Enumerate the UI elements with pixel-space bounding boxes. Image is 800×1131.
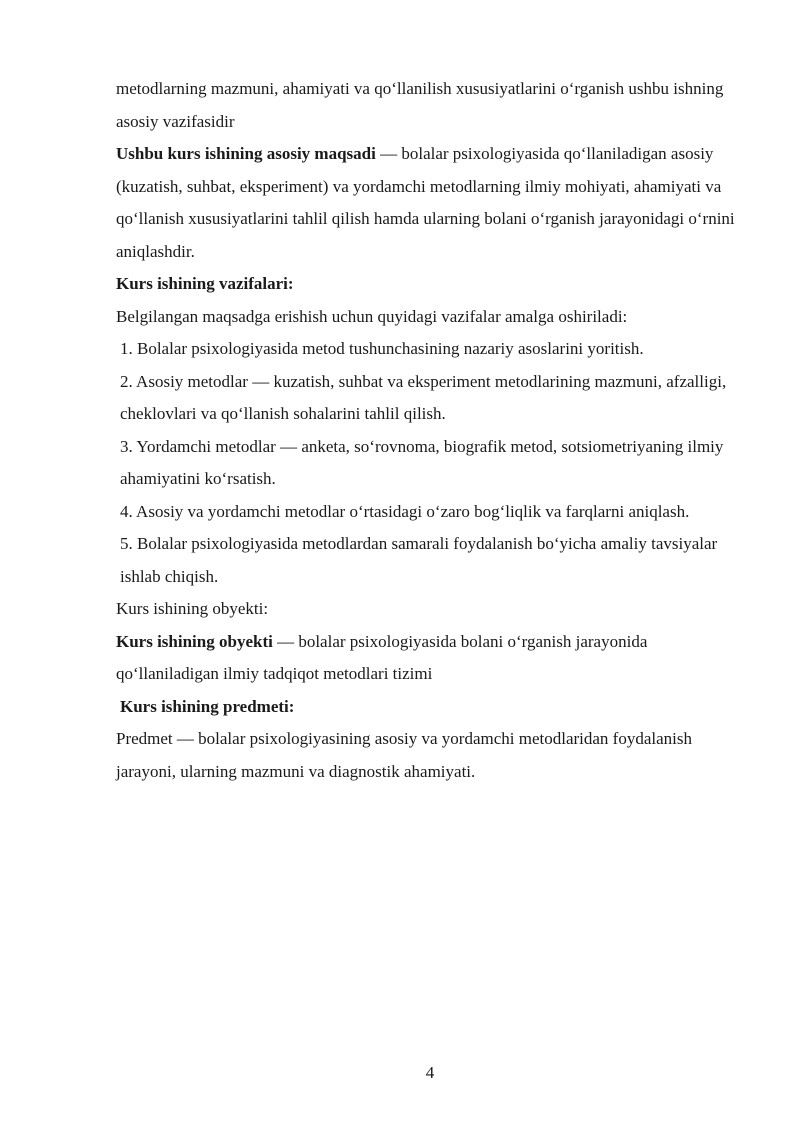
paragraph-intro-end: metodlarning mazmuni, ahamiyati va qo‘llanilish xususiyatlarini o‘rganish ushbu ishning asosiy vazifasidir <box>116 79 724 131</box>
paragraph-object <box>116 626 741 691</box>
document-body <box>116 73 741 788</box>
paragraph-subject: Predmet — bolalar psixologiyasining asosiy va yordamchi metodlaridan foydalanish jarayoni, ularning mazmuni va diagnostik ahamiyati. <box>116 729 692 781</box>
tasks-intro: Belgilangan maqsadga erishish uchun quyidagi vazifalar amalga oshiriladi: <box>116 306 628 326</box>
object-text: — bolalar psixologiyasida bolani o‘rganish jarayonida qo‘llaniladigan ilmiy tadqiqot metodlari tizimi <box>116 631 648 683</box>
task-item-4: 4. Asosiy va yordamchi metodlar o‘rtasidagi o‘zaro bog‘liqlik va farqlarni aniqlash. <box>120 501 690 521</box>
goal-label: Ushbu kurs ishining asosiy maqsadi <box>116 144 376 163</box>
task-item-3: 3. Yordamchi metodlar — anketa, so‘rovnoma, biografik metod, sotsiometriyaning ilmiy ahamiyatini ko‘rsatish. <box>120 436 724 488</box>
subject-heading: Kurs ishining predmeti: <box>120 696 295 716</box>
tasks-heading: Kurs ishining vazifalari: <box>116 274 294 293</box>
task-item-5: 5. Bolalar psixologiyasida metodlardan samarali foydalanish bo‘yicha amaliy tavsiyalar ishlab chiqish. <box>120 534 718 586</box>
object-heading: Kurs ishining obyekti: <box>116 599 269 618</box>
task-item-2: 2. Asosiy metodlar — kuzatish, suhbat va eksperiment metodlarining mazmuni, afzalligi, cheklovlari va qo‘llanish sohalarini tahlil qilish. <box>120 371 727 423</box>
object-label: Kurs ishining obyekti <box>116 631 273 651</box>
paragraph-goal <box>116 138 741 268</box>
goal-text: — bolalar psixologiyasida qo‘llaniladigan asosiy (kuzatish, suhbat, eksperiment) va yordamchi metodlarning ilmiy mohiyati, ahamiyati va qo‘llanish xususiyatlarini tahlil qilish hamda ularning bolani o‘rganish jarayonidagi o‘rnini aniqlashdir. <box>116 144 735 261</box>
page-number: 4 <box>425 1063 435 1082</box>
task-item-1: 1. Bolalar psixologiyasida metod tushunchasining nazariy asoslarini yoritish. <box>120 339 644 358</box>
